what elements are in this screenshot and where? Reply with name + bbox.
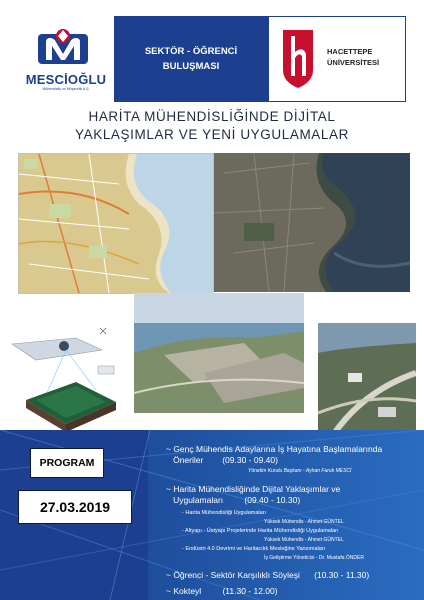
event-date: 27.03.2019 [18, 490, 132, 524]
event-banner [114, 16, 406, 102]
hacettepe-logo-icon [279, 26, 317, 90]
program-item-2: ~ Harita Mühendisliğinde Dijital Yaklaşımlar ve Uygulamaları (09.40 - 10.30) [166, 484, 341, 505]
university-name: HACETTEPE ÜNİVERSİTESİ [327, 47, 380, 67]
poster-title [20, 108, 404, 144]
title-line-1: HARİTA MÜHENDİSLİĞİNDE DİJİTAL [88, 109, 336, 124]
program-item-3: ~ Öğrenci - Sektör Karşılıklı Söyleşi (10.30 - 11.30) [166, 570, 370, 580]
university-box [268, 16, 406, 102]
logo-subtitle: Mühendislik ve Müşavirlik A.Ş. [42, 87, 90, 91]
title-line-2: YAKLAŞIMLAR VE YENİ UYGULAMALAR [75, 127, 349, 142]
banner-title: SEKTÖR - ÖĞRENCİ BULUŞMASI [144, 46, 238, 72]
program-label: PROGRAM [30, 448, 104, 478]
subitem-3-title: - Endüstri 4.0 Devrimi ve Haritacılık Mesleğine Yansımaları [182, 546, 326, 552]
subitem-2-title: - Altyapı - Üstyapı Projelerinde Harita Mühendisliği Uygulamaları [182, 528, 339, 534]
banner-title-box [114, 16, 268, 102]
mescioglu-logo-icon [34, 28, 92, 68]
aerial-coast-photo [134, 293, 304, 413]
logo-name: MESCİOĞLU [25, 72, 107, 87]
mescioglu-logo [24, 28, 108, 94]
subitem-2-note: Yüksek Mühendis - Ahmet GÜNTEL [264, 537, 344, 543]
aerial-highway-photo [318, 323, 416, 443]
program-item-1: ~ Genç Mühendis Adaylarına İş Hayatına Başlamalarında Öneriler (09.30 - 09.40) [166, 444, 383, 465]
program-item-4: ~ Kokteyl (11.30 - 12.00) [166, 586, 278, 596]
city-map-image [18, 153, 214, 294]
subitem-1-note: Yüksek Mühendis - Ahmet GÜNTEL [264, 519, 344, 525]
program-item-1-speaker: Yönetim Kurulu Başkanı - Ayhan Faruk MESCİ [248, 468, 352, 474]
drone-mapping-illustration [6, 320, 122, 440]
subitem-1-title: - Harita Mühendisliği Uygulamaları [182, 510, 267, 516]
subitem-3-note: İş Geliştirme Yöneticisi - Dr. Mustafa ÖNDER [264, 555, 364, 561]
satellite-image [214, 153, 410, 292]
